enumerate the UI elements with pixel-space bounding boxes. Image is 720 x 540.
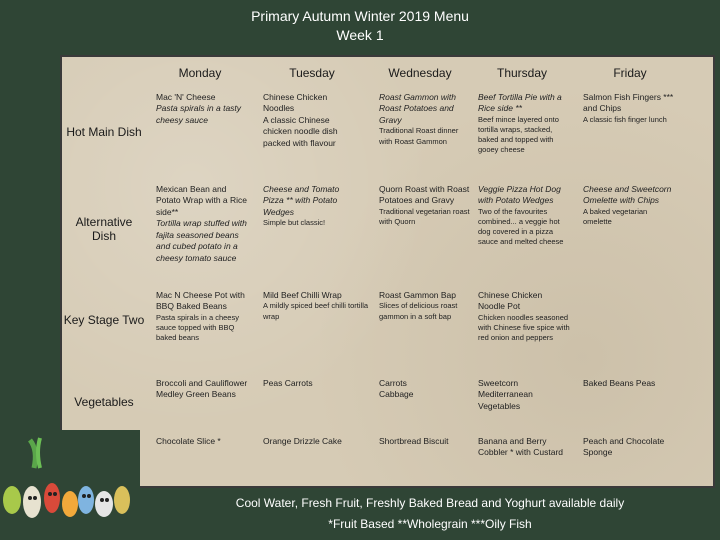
day-tuesday: Tuesday [289,66,335,80]
menu-title: Primary Autumn Winter 2019 Menu [251,8,469,24]
dish-desc: Chicken noodles seasoned with Chinese five spice with red onion and peppers [478,312,570,343]
dish-name: Roast Gammon Bap [379,290,457,300]
menu-cell [583,378,663,389]
dish-name: Cheese and Tomato Pizza ** with Potato Wedges [263,184,340,217]
menu-cell [379,290,471,322]
menu-cell [478,184,570,247]
dish-name: Chinese Chicken Noodles [263,92,328,114]
menu-cell [583,436,683,459]
menu-cell [156,92,248,126]
day-monday: Monday [178,66,222,80]
footer-line-1: Cool Water, Fresh Fruit, Freshly Baked Bread and Yoghurt available daily [235,496,625,510]
menu-cell [156,184,248,264]
dish-name: Peach and Chocolate Sponge [583,436,665,458]
dish-desc: Simple but classic! [263,218,326,228]
dish-desc: Pasta spirals in a tasty cheesy sauce [156,103,242,125]
menu-cell [478,290,570,343]
menu-cell [156,378,252,401]
menu-cell [263,184,359,229]
menu-cell [478,436,574,459]
menu-cell [156,436,256,447]
row-label-vegetables: Vegetables [74,395,134,409]
day-wednesday: Wednesday [388,66,452,80]
page-header [0,0,720,50]
vegetable-mascots-illustration [0,430,140,540]
dish-name: Orange Drizzle Cake [263,436,342,446]
dish-name: Cheese and Sweetcorn Omelette with Chips [583,184,672,206]
dish-name: Mild Beef Chilli Wrap [263,290,342,300]
menu-cell [379,184,471,227]
row-label-alternative: Alternative Dish [75,215,133,243]
dish-name: Banana and Berry Cobbler * with Custard [478,436,564,458]
dish-name: Carrots Cabbage [379,378,414,400]
dish-name: Chinese Chicken Noodle Pot [478,290,543,312]
dish-name: Broccoli and Cauliflower Medley Green Beans [156,378,248,400]
dish-name: Chocolate Slice * [156,436,221,446]
menu-cell [379,92,471,147]
dish-name: Salmon Fish Fingers *** and Chips [583,92,674,114]
dish-name: Roast Gammon with Roast Potatoes and Gravy [379,92,456,125]
footer-line-2: *Fruit Based **Wholegrain ***Oily Fish [328,517,532,531]
dish-name: Quorn Roast with Roast Potatoes and Gravy [379,184,470,206]
menu-cell [263,290,373,322]
menu-cell [156,290,248,343]
dish-desc: Slices of delicious roast gammon in a soft bap [379,301,458,321]
menu-week: Week 1 [336,27,384,43]
dish-name: Mexican Bean and Potato Wrap with a Rice side** [156,184,248,217]
menu-cell [478,378,570,412]
dish-name: Baked Beans Peas [583,378,656,388]
dish-desc: A baked vegetarian omelette [583,206,648,227]
menu-cell [379,378,439,401]
dish-name: Shortbread Biscuit [379,436,449,446]
day-thursday: Thursday [496,66,548,80]
dish-name: Mac 'N' Cheese [156,92,216,102]
dish-desc: Traditional vegetarian roast with Quorn [379,206,470,227]
dish-desc: Tortilla wrap stuffed with fajita seasoned beans and cubed potato in a cheesy tomato sauce [156,218,247,263]
dish-desc: Pasta spirals in a cheesy sauce topped with BBQ baked beans [156,312,239,343]
menu-cell [379,436,449,447]
row-label-hot-main: Hot Main Dish [66,125,142,139]
menu-cell [263,378,323,389]
menu-cell [263,92,359,149]
dish-name: Beef Tortilla Pie with a Rice side ** [478,92,562,114]
menu-cell [583,92,675,125]
dish-name: Veggie Pizza Hot Dog with Potato Wedges [478,184,561,206]
dish-desc: Beef mince layered onto tortilla wraps, stacked, baked and topped with gooey cheese [478,114,559,155]
menu-cell [478,92,570,155]
menu-cell [583,184,675,227]
row-label-key-stage-two: Key Stage Two [63,313,145,327]
dish-desc: A mildly spiced beef chilli tortilla wrap [263,301,369,321]
day-friday: Friday [613,66,647,80]
dish-name: Mac N Cheese Pot with BBQ Baked Beans [156,290,245,312]
menu-cell [263,436,373,447]
dish-desc: Traditional Roast dinner with Roast Gammon [379,126,459,146]
dish-name: Sweetcorn Mediterranean Vegetables [478,378,533,411]
dish-desc: A classic fish finger lunch [583,114,667,124]
dish-desc: A classic Chinese chicken noodle dish packed with flavour [263,114,338,148]
dish-desc: Two of the favourites combined... a veggie hot dog covered in a pizza sauce and melted cheese [478,206,564,247]
dish-name: Peas Carrots [263,378,313,388]
